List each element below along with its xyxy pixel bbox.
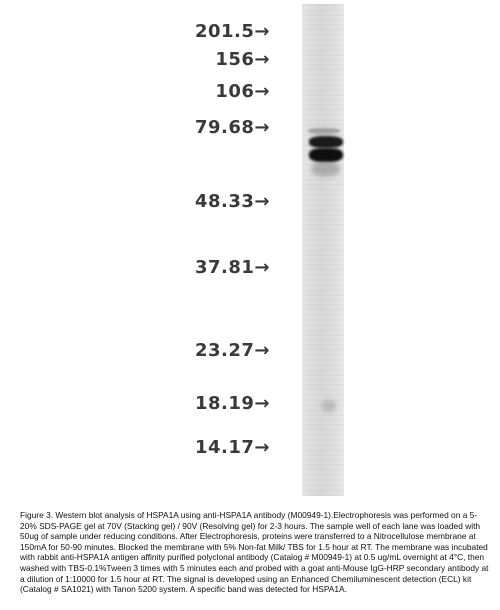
- marker-37-81: 37.81→: [194, 257, 270, 278]
- hspa1a-band-upper: [309, 136, 343, 148]
- marker-48-33: 48.33→: [194, 191, 270, 212]
- hspa1a-band-lower: [309, 148, 343, 162]
- marker-14-17: 14.17→: [194, 437, 270, 458]
- lane-texture: [302, 4, 344, 496]
- faint-spot-low: [322, 400, 336, 412]
- marker-201-5: 201.5→: [194, 21, 270, 42]
- faint-band-upper: [308, 128, 340, 134]
- figure-caption: Figure 3. Western blot analysis of HSPA1A using anti-HSPA1A antibody (M00949-1).Electrophoresis was performed on a 5-20% SDS-PAGE gel at 70V (Stacking gel) / 90V (Resolving gel) for 2-3 hours. The sample well of each lane was loaded with 50ug of sample under reducing conditions. After Electrophoresis, proteins were transferred to a Nitrocellulose membrane at 150mA for 50-90 minutes. Blocked the membrane with 5% Non-fat Milk/ TBS for 1.5 hour at RT. The membrane was incubated with rabbit anti-HSPA1A antigen affinity purified polyclonal antibody (Catalog # M00949-1) at 0.5 ug/mL overnight at 4°C, then washed with TBS-0.1%Tween 3 times with 5 minutes each and probed with a goat anti-Mouse IgG-HRP secondary antibody at a dilution of 1:10000 for 1.5 hour at RT. The signal is developed using an Enhanced Chemiluminescent detection (ECL) kit (Catalog # SA1021) with Tanon 5200 system. A specific band was detected for HSPA1A.: [20, 510, 489, 595]
- band-tail: [312, 162, 340, 176]
- marker-18-19: 18.19→: [194, 393, 270, 414]
- marker-106: 106→: [215, 81, 270, 102]
- marker-23-27: 23.27→: [194, 340, 270, 361]
- marker-79-68: 79.68→: [194, 117, 270, 138]
- marker-156: 156→: [215, 49, 270, 70]
